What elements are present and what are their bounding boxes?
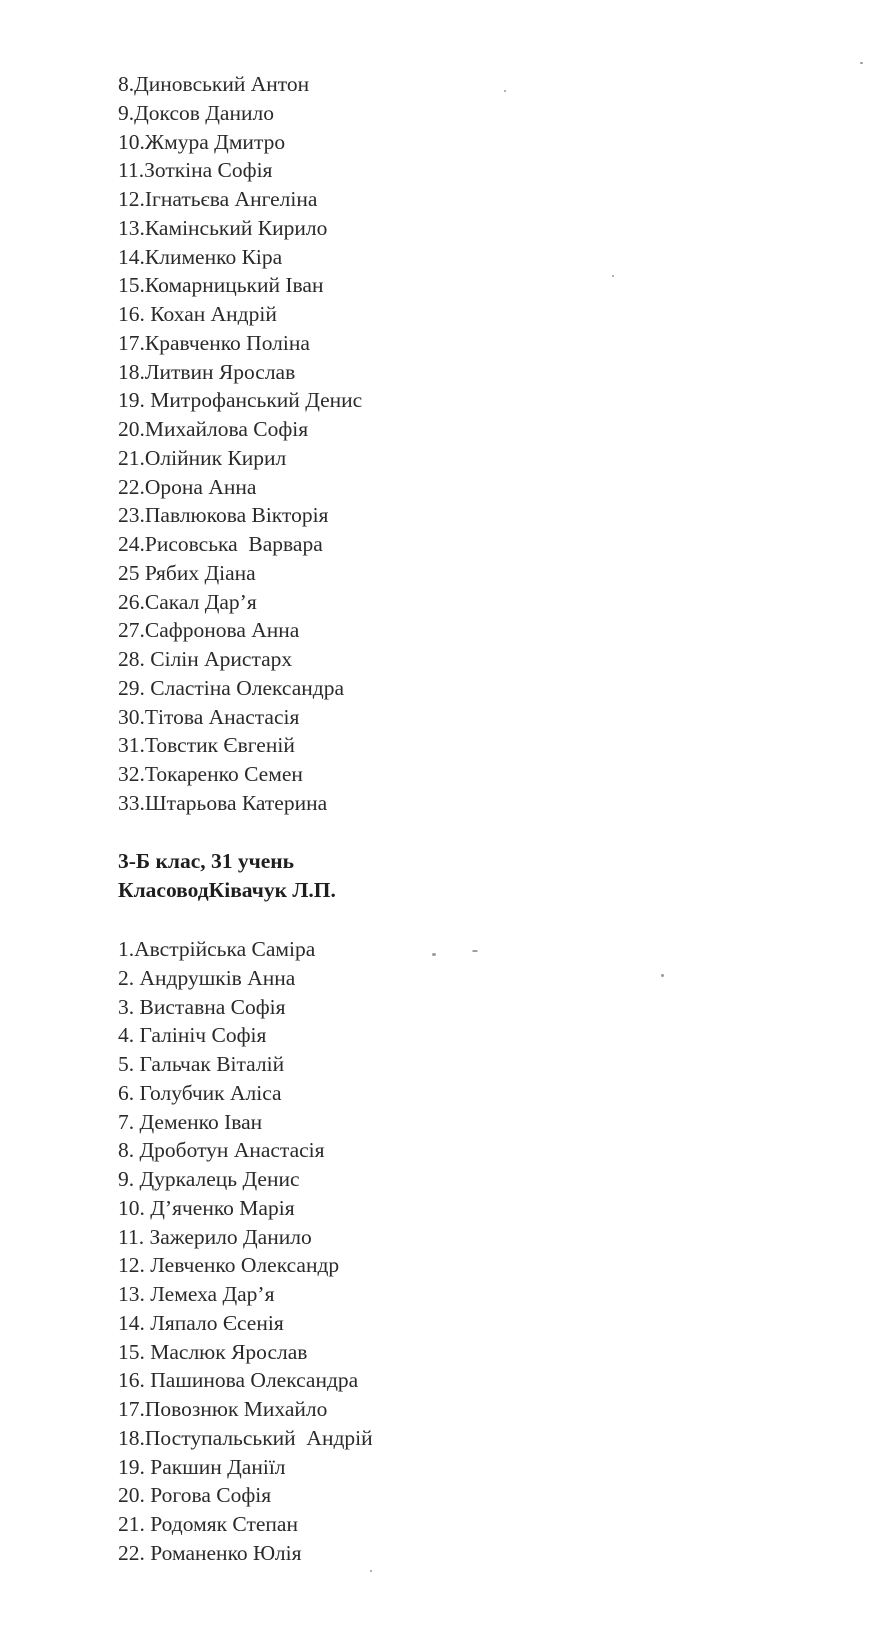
- scan-speck: [504, 90, 506, 92]
- list-item: 13. Лемеха Дар’я: [118, 1282, 275, 1306]
- list-item: 27.Сафронова Анна: [118, 618, 300, 643]
- list-item: 8. Дроботун Анастасія: [118, 1138, 325, 1163]
- list-item: 26.Сакал Дар’я: [118, 589, 257, 614]
- list-item: 6. Голубчик Аліса: [118, 1080, 282, 1105]
- list-item: 4. Галініч Софія: [118, 1023, 267, 1048]
- list-item: 1.Австрійська Саміра: [118, 937, 316, 961]
- student-list-3b: [118, 935, 373, 1568]
- list-item: 23.Павлюкова Вікторія: [118, 503, 329, 528]
- list-item: 13.Камінський Кирило: [118, 215, 328, 240]
- list-item: 11.Зоткіна Софія: [118, 158, 273, 183]
- list-item: 17.Кравченко Поліна: [118, 330, 310, 355]
- list-item: 25 Рябих Діана: [118, 560, 256, 585]
- list-item: 20. Рогова Софія: [118, 1483, 272, 1508]
- list-item: 2. Андрушків Анна: [118, 965, 296, 990]
- list-item: 18.Поступальський Андрій: [118, 1425, 373, 1450]
- list-item: 18.Литвин Ярослав: [118, 359, 296, 384]
- list-item: 9. Дуркалець Денис: [118, 1167, 300, 1191]
- list-item: 22. Романенко Юлія: [118, 1540, 302, 1565]
- list-item: 12. Левченко Олександр: [118, 1253, 340, 1278]
- list-item: 10. Д’яченко Марія: [118, 1195, 295, 1220]
- scan-speck: [612, 275, 614, 277]
- list-item: 30.Тітова Анастасія: [118, 704, 300, 729]
- list-item: 22.Орона Анна: [118, 474, 257, 499]
- list-item: 14.Клименко Кіра: [118, 244, 283, 269]
- list-item: 5. Гальчак Віталій: [118, 1052, 285, 1076]
- list-item: 12.Ігнатьєва Ангеліна: [118, 187, 318, 211]
- list-item: 16. Пашинова Олександра: [118, 1368, 359, 1393]
- list-item: 20.Михайлова Софія: [118, 417, 309, 441]
- scan-speck: [472, 950, 478, 952]
- list-item: 7. Деменко Іван: [118, 1109, 263, 1134]
- list-item: 19. Митрофанський Денис: [118, 388, 363, 413]
- list-item: 21.Олійник Кирил: [118, 445, 287, 470]
- scan-speck: [432, 953, 436, 956]
- list-item: 15.Комарницький Іван: [118, 273, 324, 298]
- class-title: 3-Б клас, 31 учень: [118, 849, 295, 873]
- class-heading: [118, 847, 336, 905]
- list-item: 32.Токаренко Семен: [118, 762, 303, 786]
- list-item: 16. Кохан Андрій: [118, 302, 277, 326]
- list-item: 29. Сластіна Олександра: [118, 675, 344, 700]
- scan-speck: [370, 1570, 372, 1572]
- list-item: 15. Маслюк Ярослав: [118, 1339, 308, 1364]
- list-item: 11. Зажерило Данило: [118, 1224, 312, 1249]
- list-item: 21. Родомяк Степан: [118, 1512, 298, 1536]
- scan-speck: [661, 974, 664, 977]
- list-item: 3. Виставна Софія: [118, 994, 286, 1019]
- list-item: 9.Доксов Данило: [118, 100, 274, 125]
- list-item: 8.Диновський Антон: [118, 72, 310, 96]
- list-item: 19. Ракшин Даніїл: [118, 1454, 286, 1479]
- list-item: 28. Сілін Аристарх: [118, 647, 293, 671]
- list-item: 24.Рисовська Варвара: [118, 532, 323, 556]
- list-item: 17.Повознюк Михайло: [118, 1397, 328, 1421]
- list-item: 33.Штарьова Катерина: [118, 790, 328, 815]
- class-teacher: КласоводКівачук Л.П.: [118, 878, 336, 902]
- list-item: 31.Товстик Євгеній: [118, 733, 295, 758]
- student-list-previous-class: [118, 70, 362, 818]
- list-item: 14. Ляпало Єсенія: [118, 1310, 284, 1335]
- scan-speck: [860, 62, 863, 64]
- list-item: 10.Жмура Дмитро: [118, 129, 286, 154]
